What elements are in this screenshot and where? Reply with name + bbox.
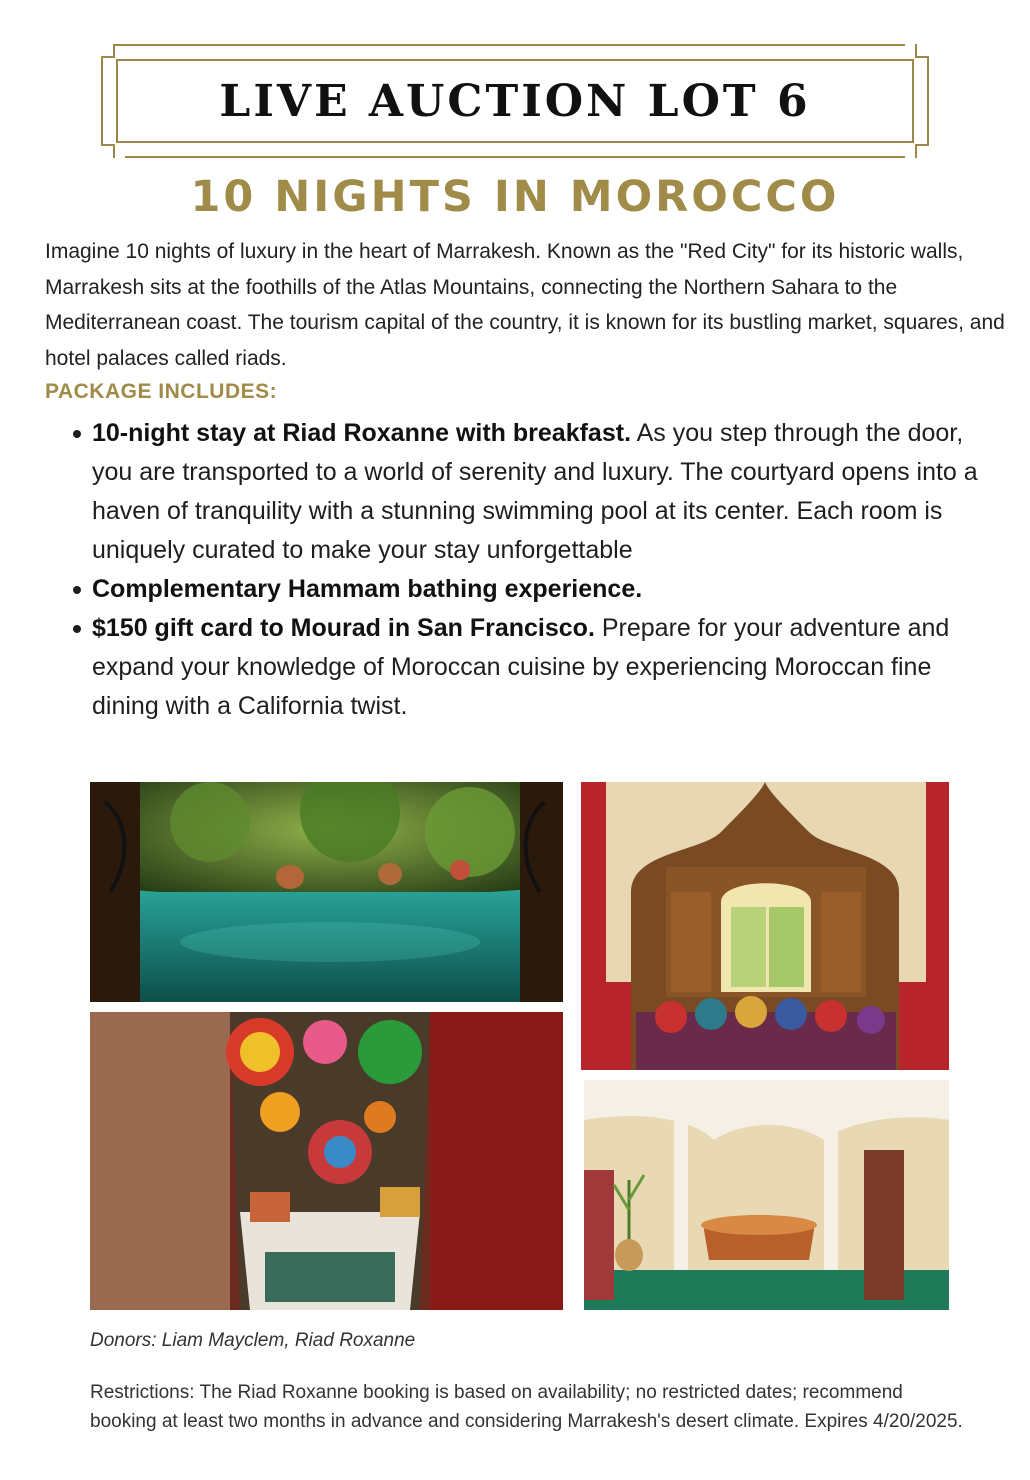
- main-title: 10 NIGHTS IN MOROCCO: [190, 172, 840, 222]
- bullet-icon: [73, 625, 81, 633]
- photo-lantern-lounge: [90, 1012, 563, 1310]
- item-text: As you step through the door, you are transported to a world of serenity and luxury. The courtyard opens into a haven of tranquility with a stunning swimming pool at its center. Each room is uniquely curated to make your stay unforgettable: [92, 419, 978, 564]
- photo-window-nook: [581, 782, 949, 1070]
- donors-credit: Donors: Liam Mayclem, Riad Roxanne: [90, 1330, 416, 1351]
- photo-copper-bathtub: [584, 1080, 949, 1310]
- bullet-icon: [73, 430, 81, 438]
- bullet-icon: [73, 586, 81, 594]
- package-list: [92, 414, 992, 726]
- item-title: $150 gift card to Mourad in San Francisco.: [92, 614, 595, 642]
- photo-courtyard-pool: [90, 782, 563, 1002]
- lot-title: LIVE AUCTION LOT 6: [219, 75, 811, 127]
- restrictions-note: Restrictions: The Riad Roxanne booking is based on availability; no restricted dates; recommend booking at least two months in advance and considering Marrakesh's desert climate. Expires 4/20/2025.: [90, 1382, 963, 1432]
- item-text: Prepare for your adventure and expand your knowledge of Moroccan cuisine by experiencing Moroccan fine dining with a California twist.: [92, 614, 950, 720]
- list-item: [92, 570, 992, 609]
- list-item: [92, 609, 992, 726]
- intro-paragraph: Imagine 10 nights of luxury in the heart of Marrakesh. Known as the "Red City" for its historic walls, Marrakesh sits at the foothills of the Atlas Mountains, connecting the Northern Sahara to the Mediterranean coast. The tourism capital of the country, it is known for its bustling market, squares, and hotel palaces called riads.: [45, 240, 1005, 370]
- package-heading: PACKAGE INCLUDES:: [45, 380, 278, 403]
- item-title: Complementary Hammam bathing experience.: [92, 575, 643, 603]
- list-item: [92, 414, 992, 570]
- item-title: 10-night stay at Riad Roxanne with breakfast.: [92, 419, 632, 447]
